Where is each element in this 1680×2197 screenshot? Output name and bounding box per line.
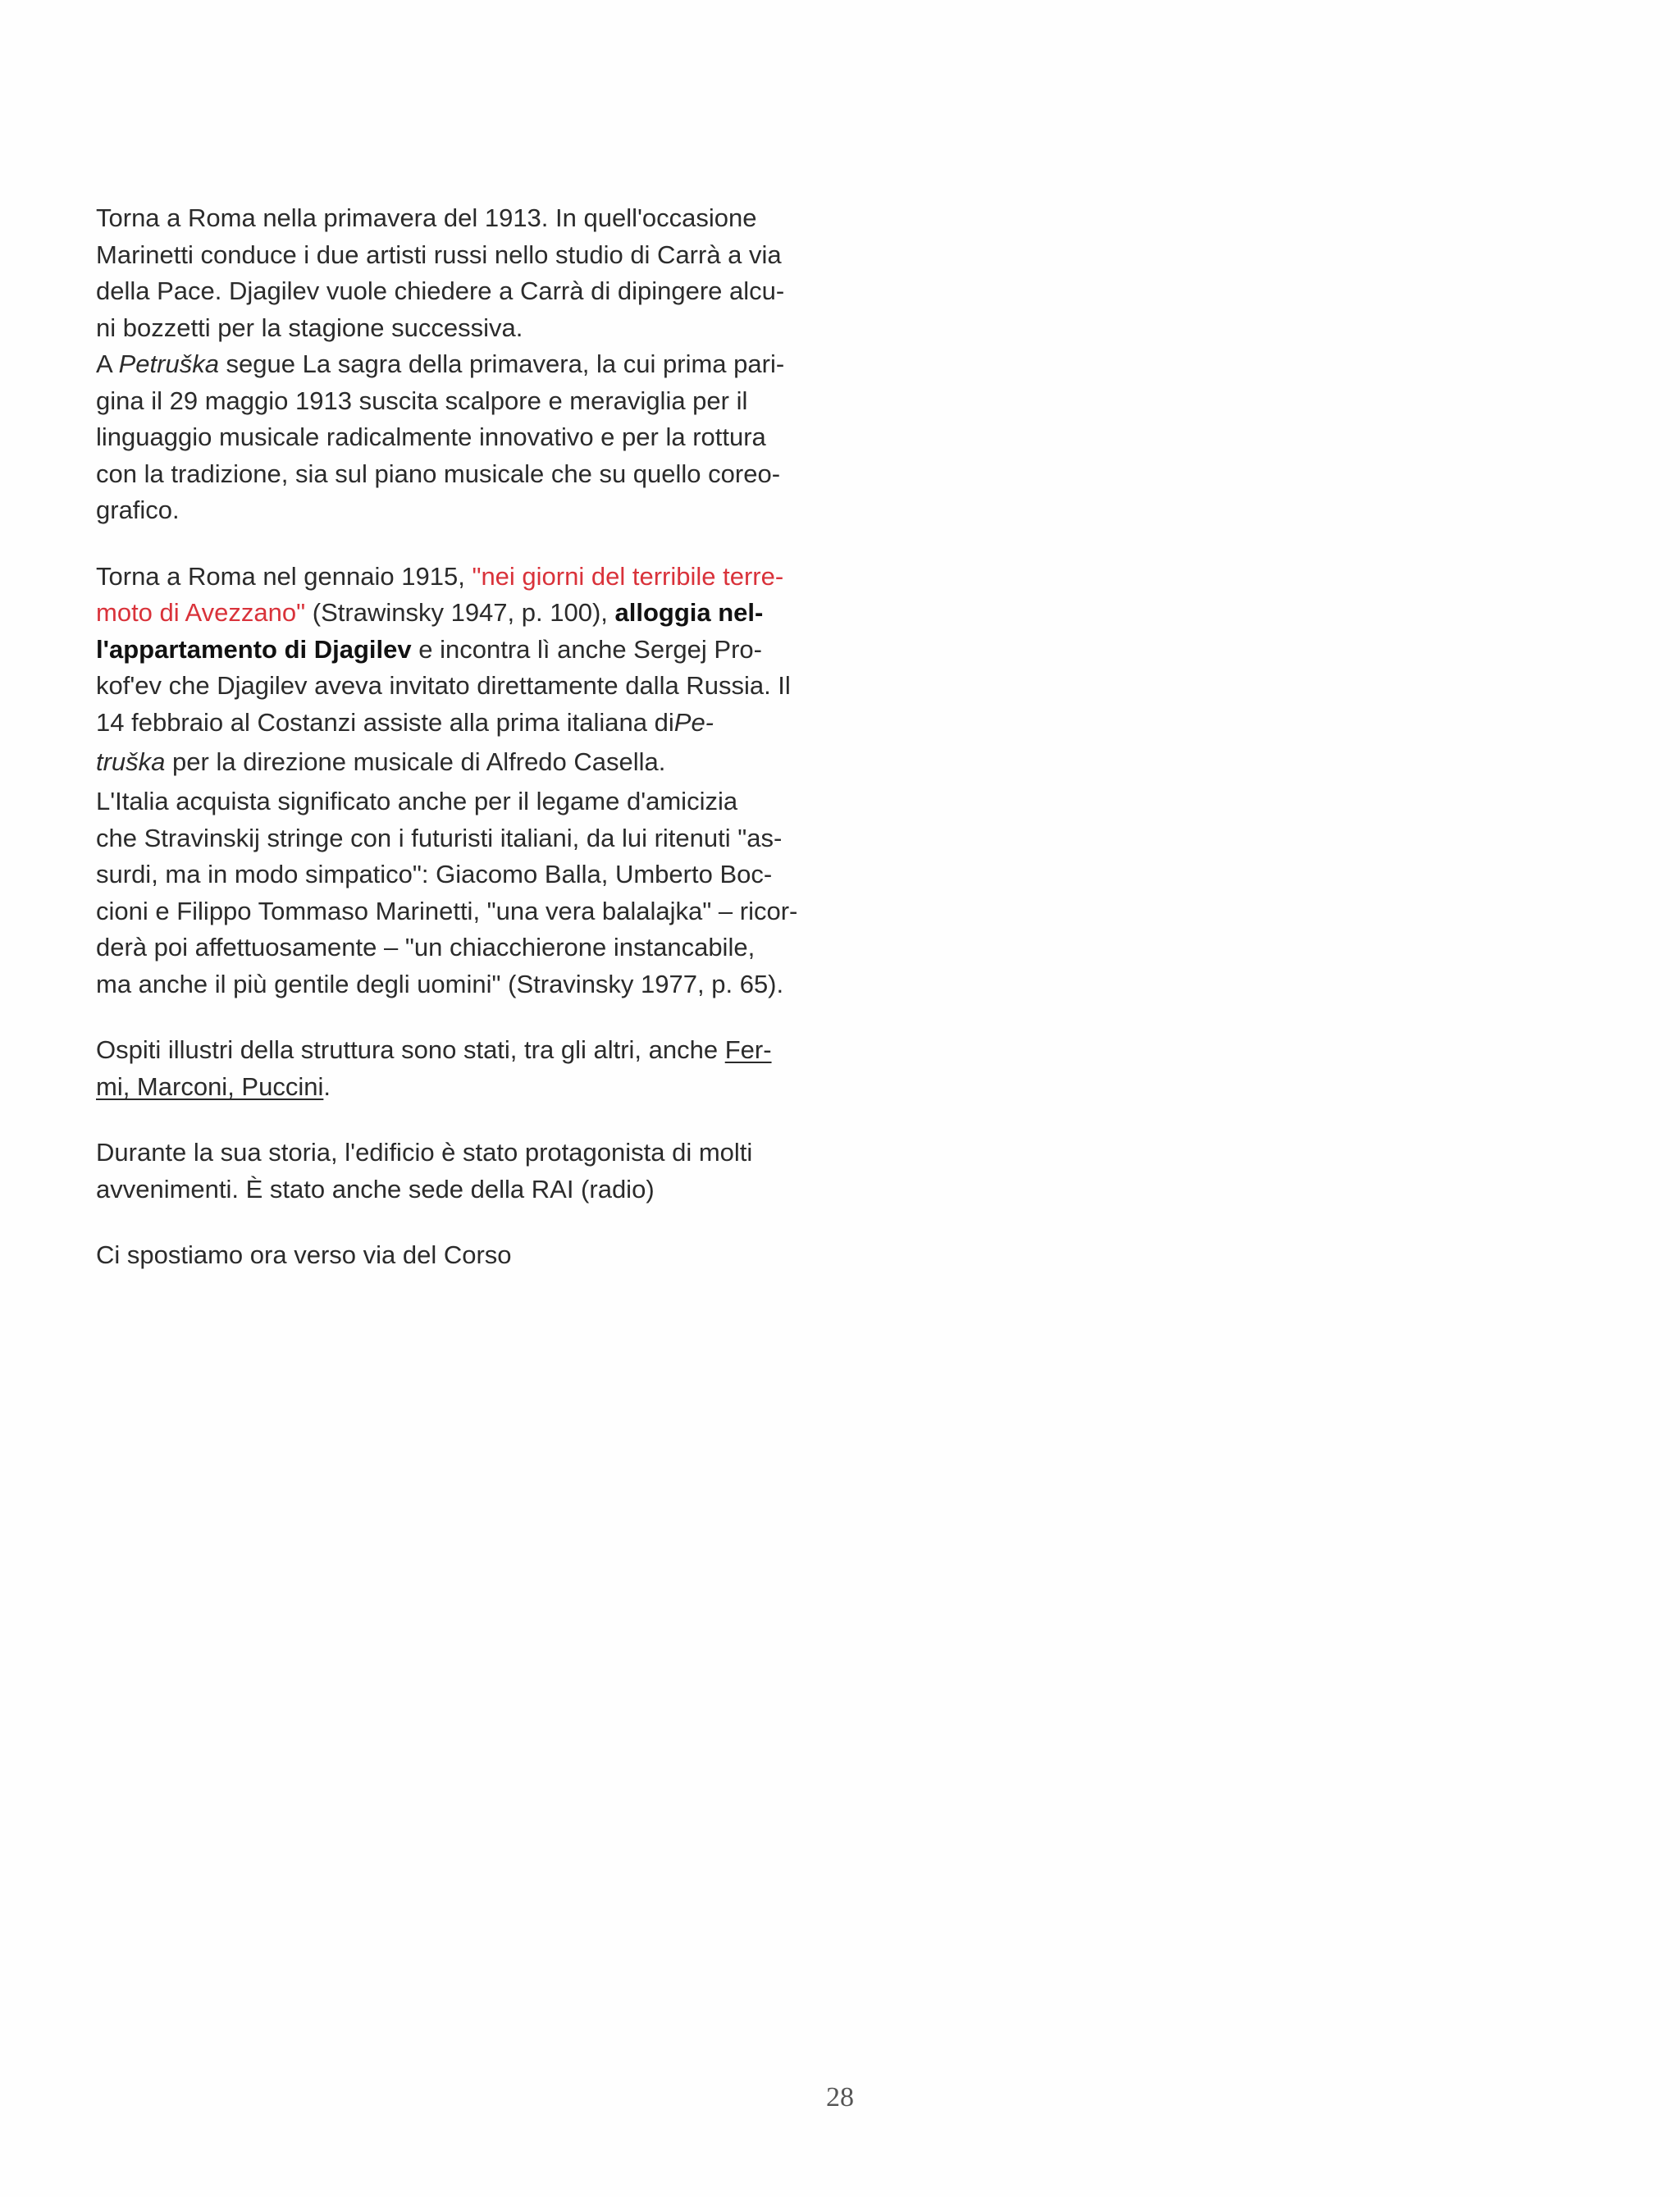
page-number: 28: [826, 2082, 854, 2112]
paragraph-spacer: [96, 1208, 834, 1237]
text-line: L'Italia acquista significato anche per il legame d'amicizia: [96, 787, 738, 815]
underlined-names-link[interactable]: Fer-: [724, 1035, 772, 1064]
red-quote: "nei giorni del terribile terre-: [472, 561, 784, 591]
text-line: l'appartamento di Djagilev e incontra lì anche Sergej Pro-: [96, 634, 762, 664]
italic-title-petruska: Pe-: [673, 707, 714, 737]
text-line: della Pace. Djagilev vuole chiedere a Carrà di dipingere alcu-: [96, 276, 785, 305]
text-line: Ci spostiamo ora verso via del Corso: [96, 1240, 512, 1269]
text-line: cioni e Filippo Tommaso Marinetti, "una vera balalajka" – ricor-: [96, 896, 798, 925]
text-line: Torna a Roma nella primavera del 1913. In quell'occasione: [96, 203, 757, 232]
text-line: Torna a Roma nel gennaio 1915, "nei giorni del terribile terre-: [96, 561, 784, 591]
underlined-names-link[interactable]: mi, Marconi, Puccini: [96, 1071, 324, 1101]
paragraph-5: [96, 1237, 834, 1274]
text-line: surdi, ma in modo simpatico": Giacomo Balla, Umberto Boc-: [96, 860, 773, 888]
text-line: ma anche il più gentile degli uomini" (Stravinsky 1977, p. 65).: [96, 969, 784, 998]
paragraph-4: [96, 1135, 834, 1208]
text-line: mi, Marconi, Puccini.: [96, 1071, 331, 1101]
text-line: linguaggio musicale radicalmente innovativo e per la rottura: [96, 422, 766, 451]
paragraph-1: [96, 200, 834, 529]
text-line: gina il 29 maggio 1913 suscita scalpore e meraviglia per il: [96, 386, 748, 415]
body-text: [96, 200, 834, 1274]
text-line: 14 febbraio al Costanzi assiste alla prima italiana diPe-: [96, 707, 714, 737]
red-quote: moto di Avezzano": [96, 598, 306, 627]
paragraph-2: [96, 559, 834, 1003]
paragraph-spacer: [96, 529, 834, 559]
text-line: che Stravinskij stringe con i futuristi italiani, da lui ritenuti "as-: [96, 823, 783, 852]
italic-title-petruska: truška: [96, 747, 166, 776]
text-line: Marinetti conduce i due artisti russi nello studio di Carrà a via: [96, 240, 782, 269]
text-line: moto di Avezzano" (Strawinsky 1947, p. 100), alloggia nel-: [96, 598, 764, 627]
bold-phrase: l'appartamento di Djagilev: [96, 634, 412, 664]
paragraph-spacer: [96, 1105, 834, 1135]
paragraph-3: [96, 1032, 834, 1105]
text-line: A Petruška segue La sagra della primavera, la cui prima pari-: [96, 349, 785, 378]
text-line: ni bozzetti per la stagione successiva.: [96, 313, 523, 342]
text-line: derà poi affettuosamente – "un chiacchierone instancabile,: [96, 933, 756, 961]
italic-title-petruska: Petruška: [118, 349, 219, 378]
text-line: Durante la sua storia, l'edificio è stato protagonista di molti: [96, 1138, 753, 1167]
text-line: grafico.: [96, 496, 180, 524]
text-line: con la tradizione, sia sul piano musicale che su quello coreo-: [96, 459, 781, 488]
bold-phrase: alloggia nel-: [614, 598, 764, 627]
text-line: avvenimenti. È stato anche sede della RAI (radio): [96, 1174, 655, 1204]
text-line: Ospiti illustri della struttura sono stati, tra gli altri, anche Fer-: [96, 1035, 772, 1064]
text-line: kof'ev che Djagilev aveva invitato direttamente dalla Russia. Il: [96, 671, 791, 700]
paragraph-spacer: [96, 1003, 834, 1032]
text-line: truška per la direzione musicale di Alfredo Casella.: [96, 747, 666, 776]
